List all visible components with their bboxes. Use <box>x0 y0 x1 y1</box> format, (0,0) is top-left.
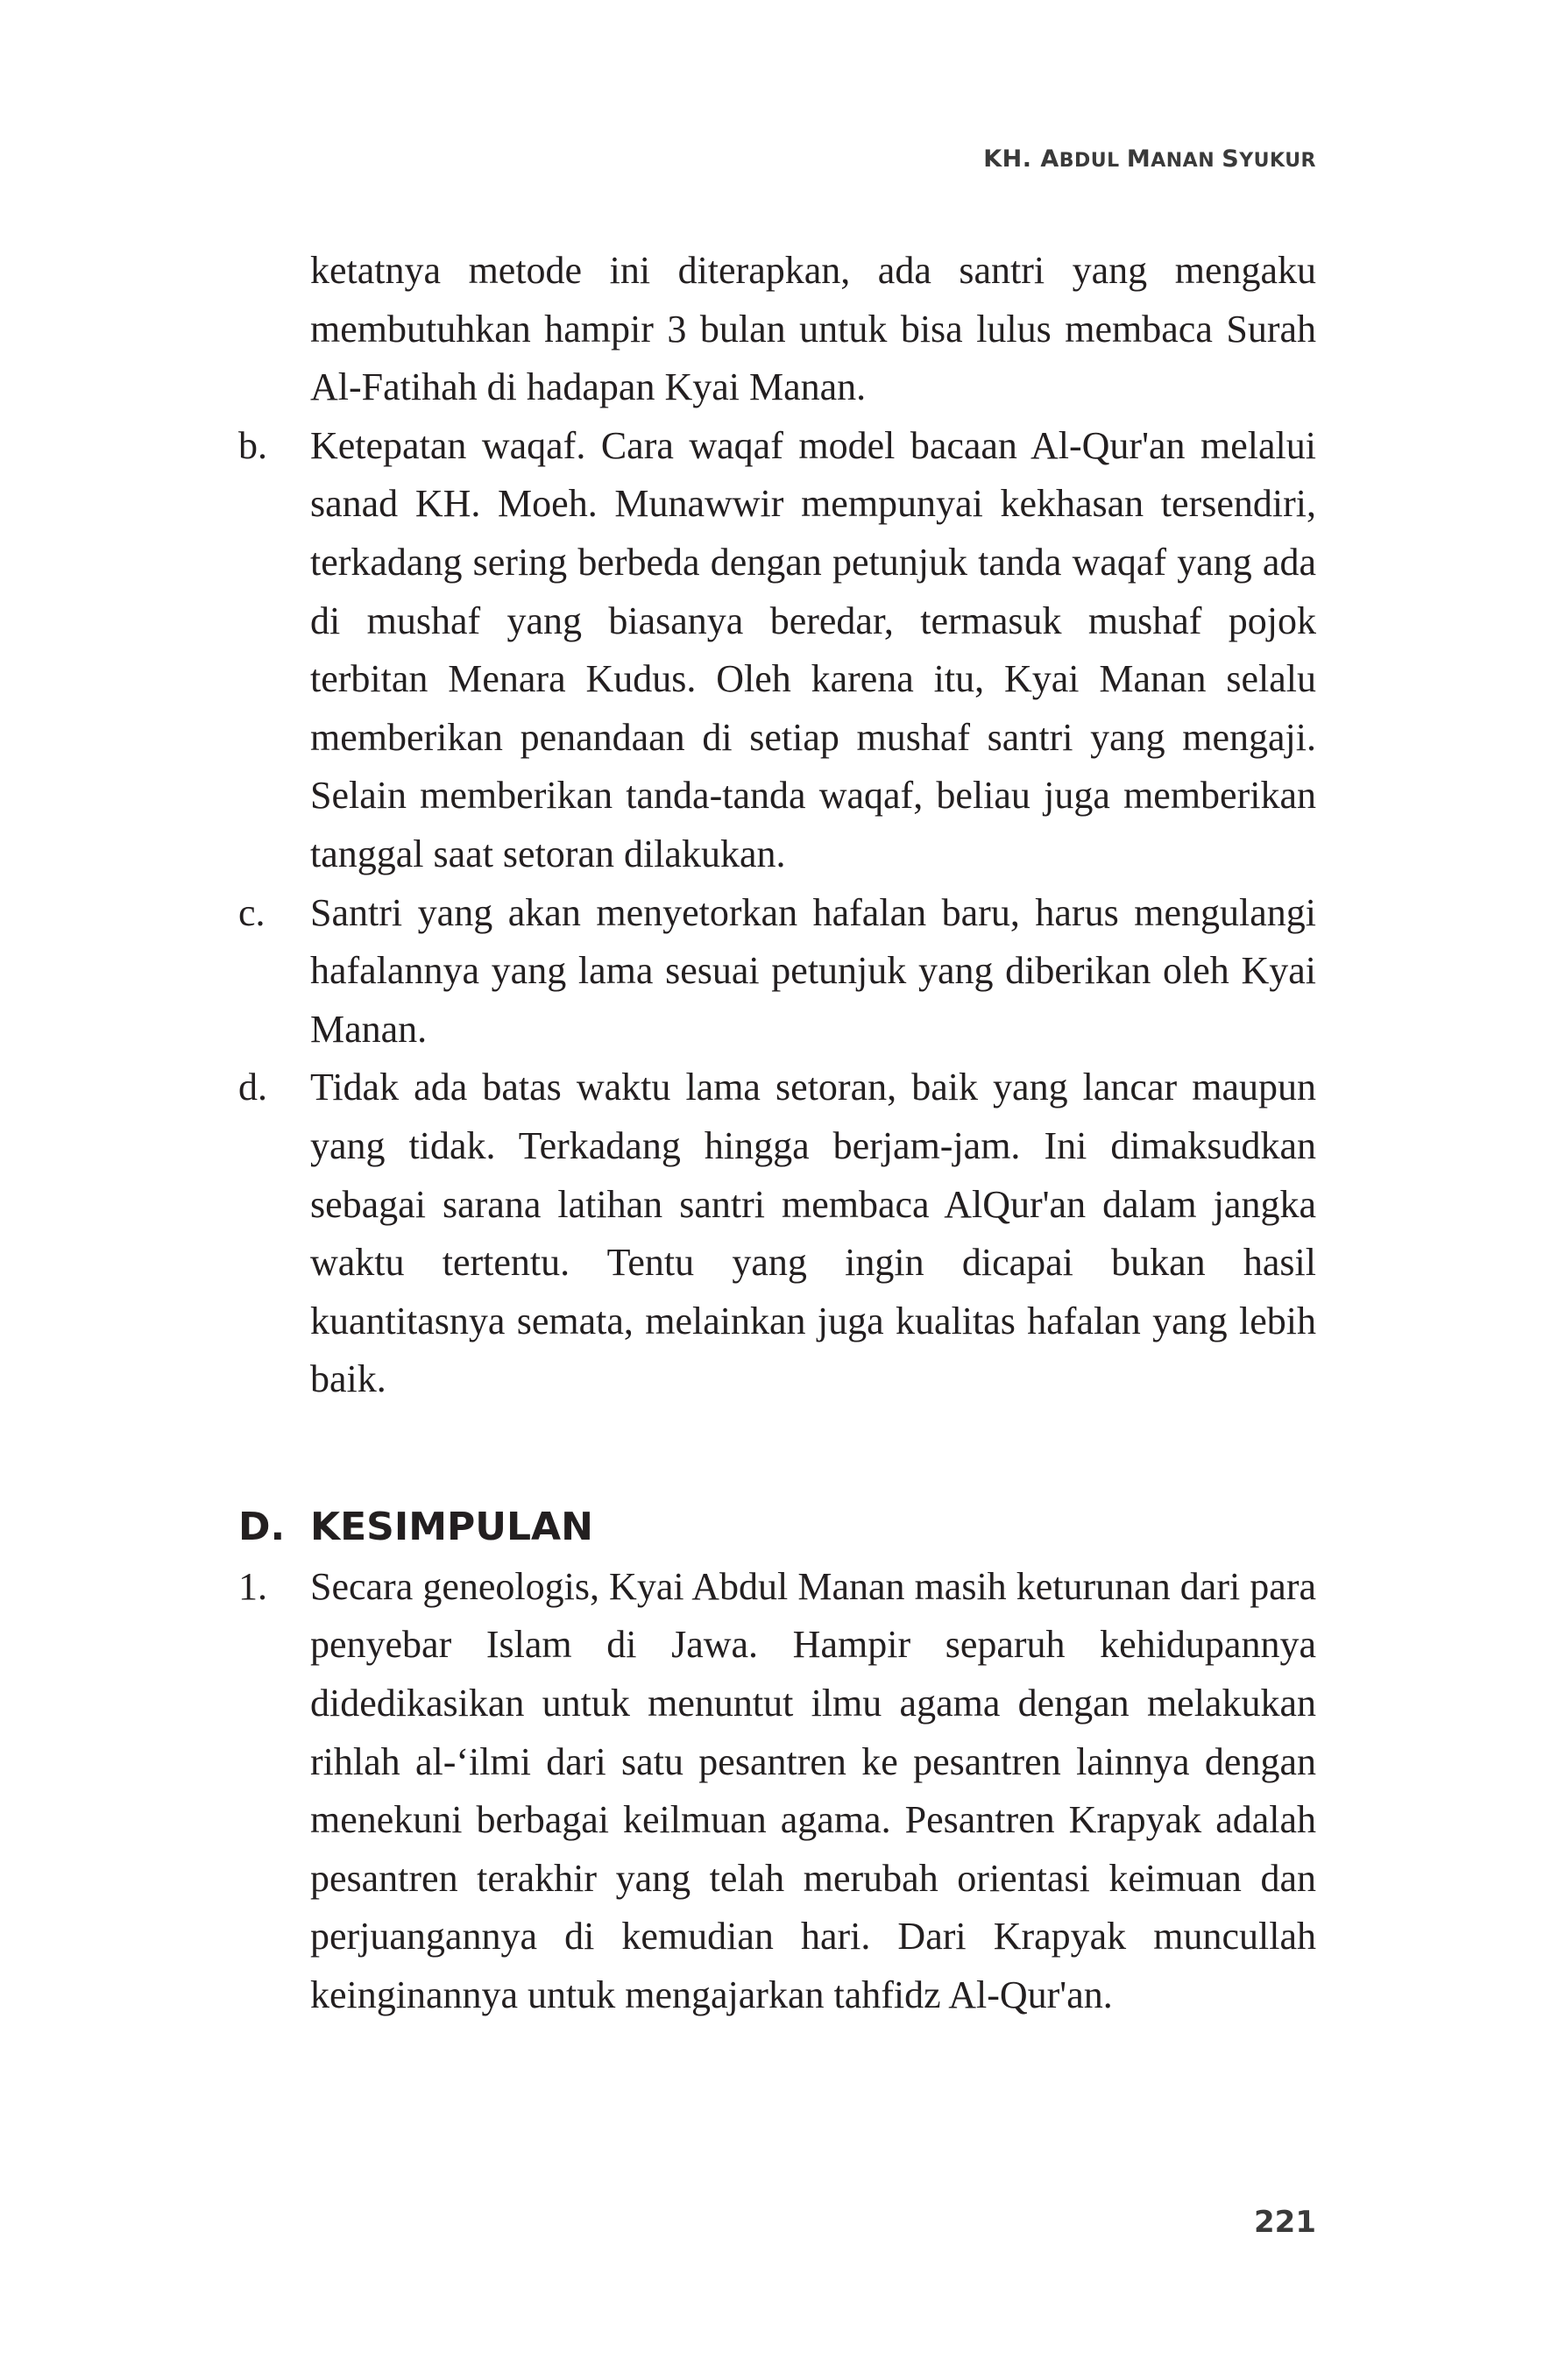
running-header-a: A <box>1040 145 1059 173</box>
running-header-s: S <box>1222 145 1240 173</box>
list-item-d <box>238 1059 1316 1409</box>
list-item-1 <box>238 1558 1316 2025</box>
running-header <box>983 145 1316 173</box>
running-header-yukur: YUKUR <box>1239 150 1316 172</box>
list-item-b <box>238 417 1316 884</box>
section-title: KESIMPULAN <box>310 1504 593 1549</box>
list-item-text: Secara geneologis, Kyai Abdul Manan masih keturunan dari para penyebar Islam di Jawa. Hampir separuh kehidupannya didedikasikan untuk menuntut ilmu agama dengan melakukan rihlah al-‘ilmi dari satu pesantren ke pesantren lainnya dengan menekuni berbagai keilmuan agama. Pesantren Krapyak adalah pesantren terakhir yang telah merubah orientasi keimuan dan perjuangannya di kemudian hari. Dari Krapyak muncullah keinginannya untuk mengajarkan tahfidz Al-Qur'an. <box>310 1564 1316 2017</box>
section-heading <box>238 1497 1316 1558</box>
list-marker: b. <box>238 423 267 467</box>
running-header-bdul: BDUL <box>1059 150 1127 172</box>
section-letter: D. <box>238 1504 286 1549</box>
body-text <box>238 242 1316 2025</box>
list-item-text: Ketepatan waqaf. Cara waqaf model bacaan Al-Qur'an melalui sanad KH. Moeh. Munawwir mempunyai kekhasan tersendiri, terkadang sering berbeda dengan petunjuk tanda waqaf yang ada di mushaf yang biasanya beredar, termasuk mushaf pojok terbitan Menara Kudus. Oleh karena itu, Kyai Manan selalu memberikan penandaan di setiap mushaf santri yang mengaji. Selain memberikan tanda-tanda waqaf, beliau juga memberikan tanggal saat setoran dilakukan. <box>310 423 1316 875</box>
page-number: 221 <box>1254 2205 1316 2240</box>
intro-paragraph: ketatnya metode ini diterapkan, ada santri yang mengaku membutuhkan hampir 3 bulan untuk bisa lulus membaca Surah Al-Fatihah di hadapan Kyai Manan. <box>310 249 1316 409</box>
list-item-text: Tidak ada batas waktu lama setoran, baik yang lancar maupun yang tidak. Terkadang hingga berjam-jam. Ini dimaksudkan sebagai sarana latihan santri membaca AlQur'an dalam jangka waktu tertentu. Tentu yang ingin dicapai bukan hasil kuantitasnya semata, melainkan juga kualitas hafalan yang lebih baik. <box>310 1066 1316 1401</box>
list-item-text: Santri yang akan menyetorkan hafalan baru, harus mengulangi hafalannya yang lama sesuai petunjuk yang diberikan oleh Kyai Manan. <box>310 890 1316 1051</box>
list-marker: c. <box>238 890 266 934</box>
list-marker: 1. <box>238 1564 267 1608</box>
running-header-kh: KH. <box>983 145 1041 173</box>
running-header-m: M <box>1126 145 1151 173</box>
list-item-c <box>238 884 1316 1059</box>
list-marker: d. <box>238 1066 267 1109</box>
running-header-anan: ANAN <box>1151 150 1222 172</box>
